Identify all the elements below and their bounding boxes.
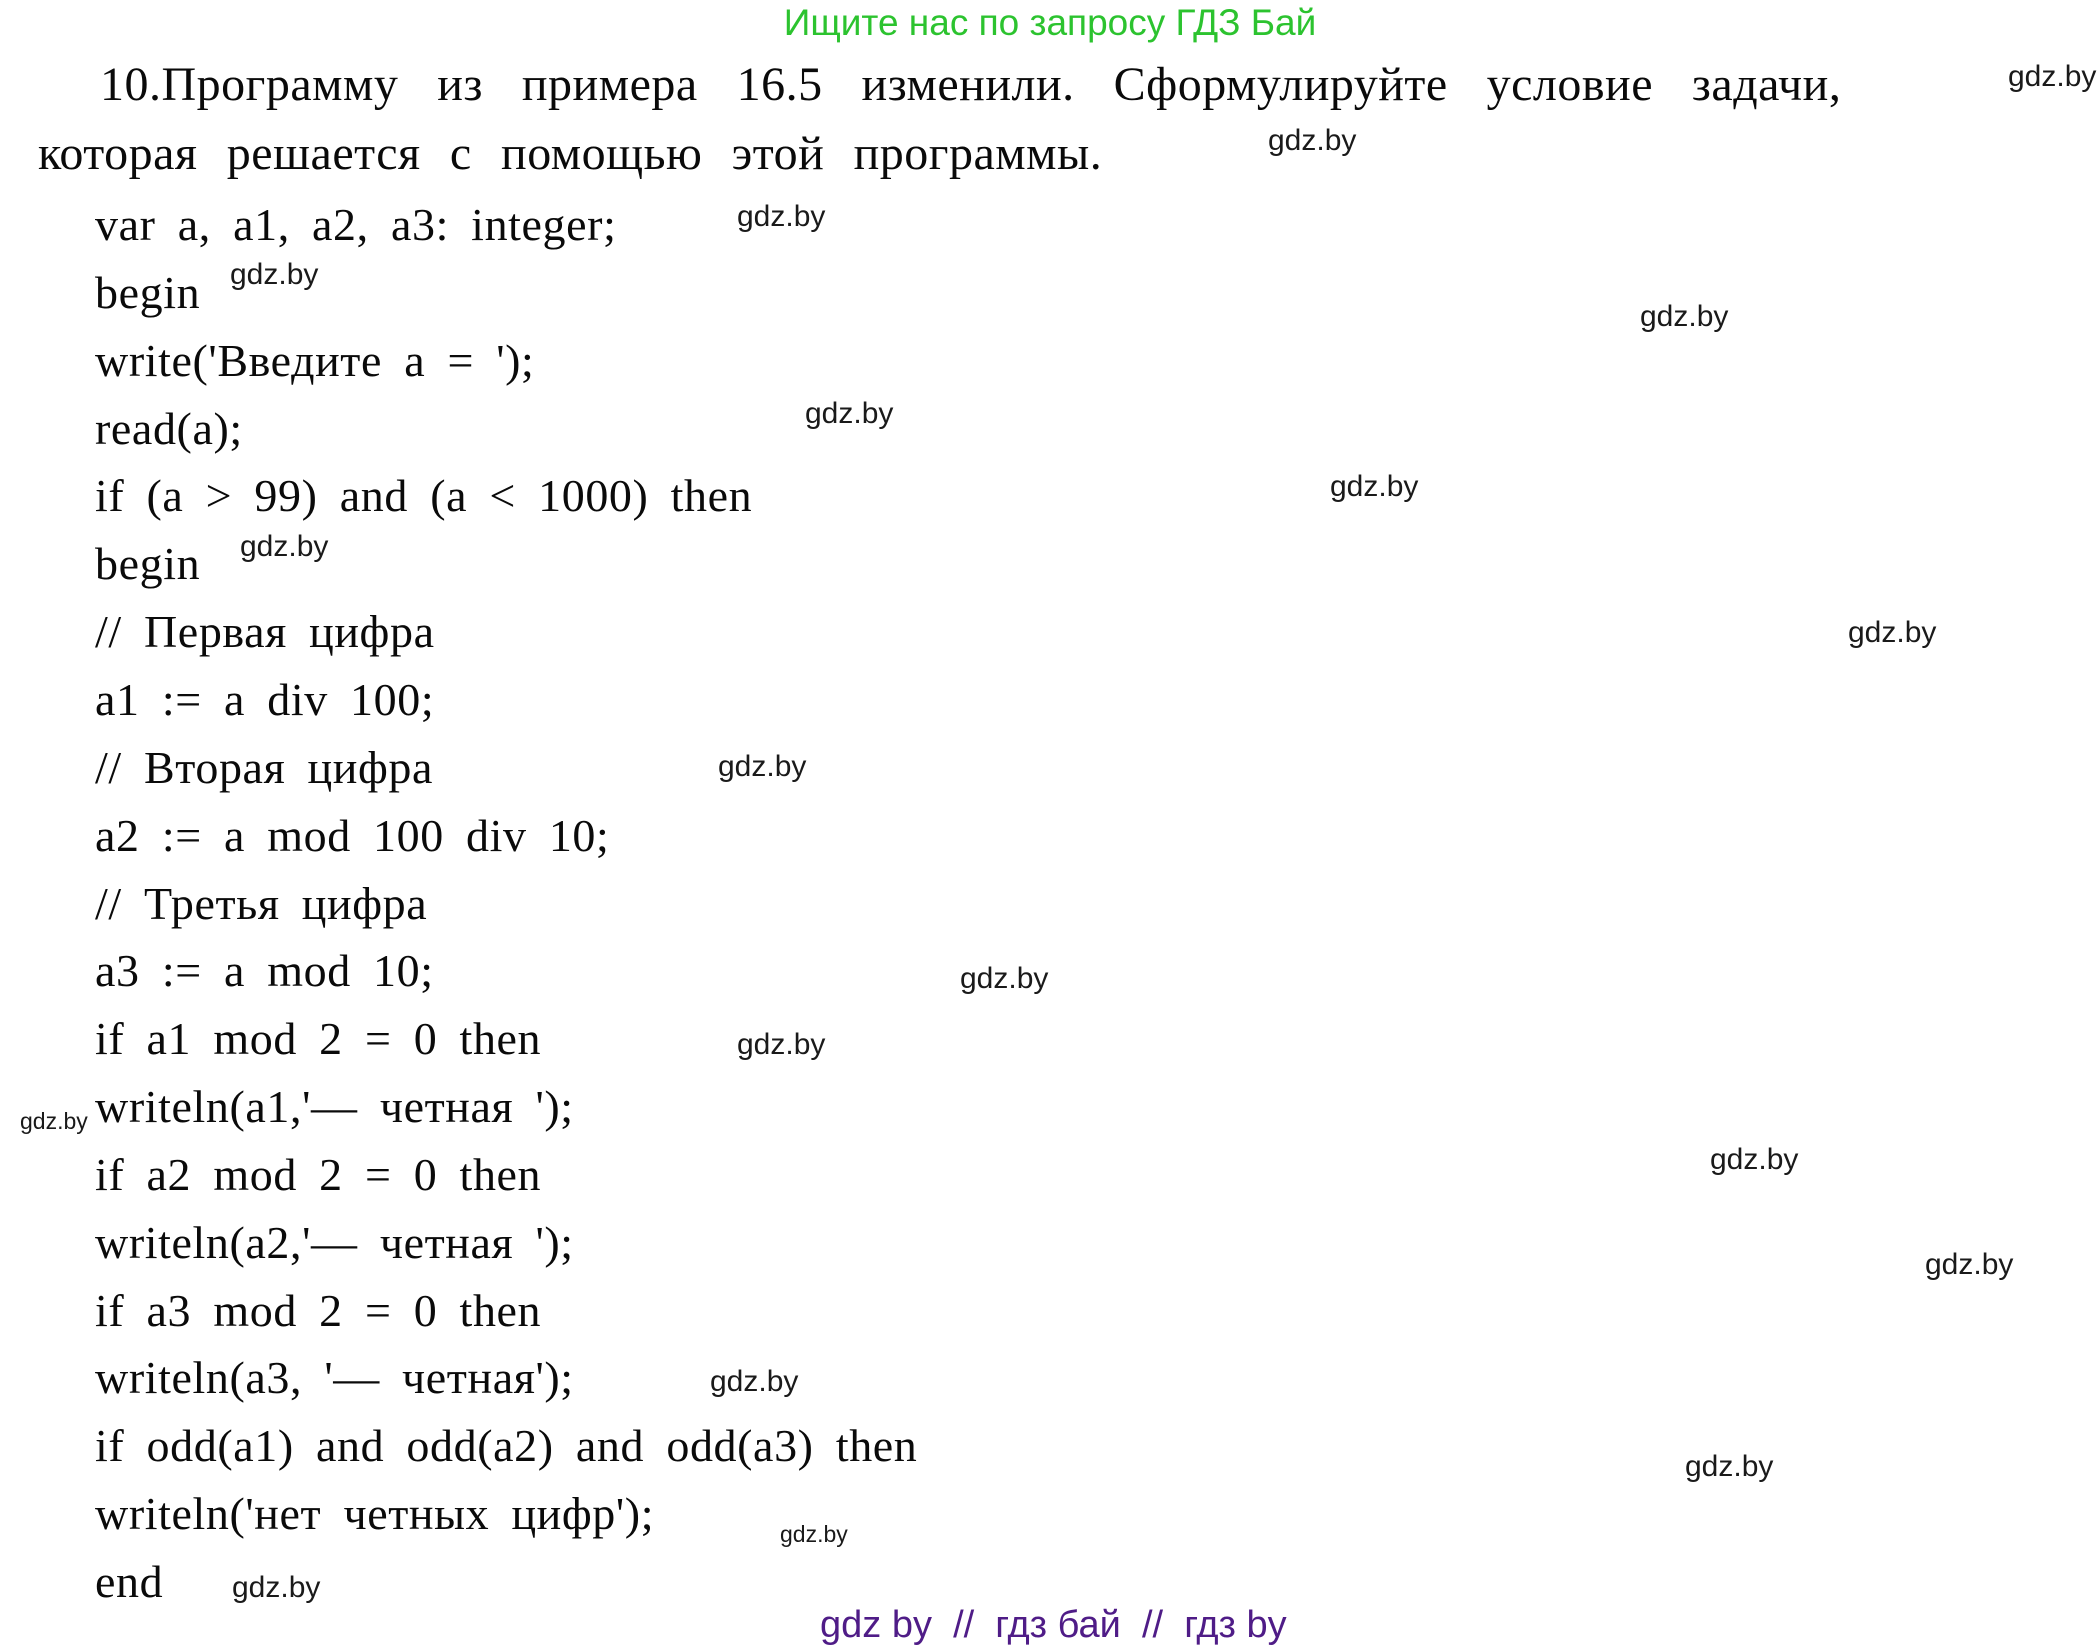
gdz-watermark: gdz.by	[1848, 616, 1937, 649]
code-comment-third-digit: // Третья цифра	[95, 878, 428, 929]
gdz-watermark: gdz.by	[710, 1365, 799, 1398]
gdz-watermark: gdz.by	[718, 750, 807, 783]
code-line-if-all-odd: if odd(a1) and odd(a2) and odd(a3) then	[95, 1420, 918, 1471]
code-line-var: var a, a1, a2, a3: integer;	[95, 199, 617, 250]
gdz-watermark: gdz.by	[960, 962, 1049, 995]
gdz-watermark: gdz.by	[1710, 1143, 1799, 1176]
code-line-a1-assign: a1 := a div 100;	[95, 674, 435, 725]
code-line-begin-2: begin	[95, 538, 201, 589]
code-line-begin-1: begin	[95, 267, 201, 318]
gdz-watermark: gdz.by	[737, 200, 826, 233]
gdz-watermark: gdz.by	[240, 530, 329, 563]
code-line-end: end	[95, 1556, 164, 1607]
gdz-watermark: gdz.by	[232, 1571, 321, 1604]
gdz-watermark: gdz.by	[737, 1028, 826, 1061]
code-line-read: read(a);	[95, 403, 243, 454]
gdz-watermark: gdz.by	[2008, 60, 2097, 93]
code-line-if-a2-even: if a2 mod 2 = 0 then	[95, 1149, 542, 1200]
problem-statement-line-1: 10.Программу из примера 16.5 изменили. Сформулируйте условие задачи,	[100, 58, 1842, 111]
gdz-watermark: gdz.by	[1640, 300, 1729, 333]
gdz-watermark: gdz.by	[780, 1521, 848, 1547]
promo-banner: Ищите нас по запросу ГДЗ Бай	[783, 2, 1317, 43]
code-line-writeln-no-even: writeln('нет четных цифр');	[95, 1488, 655, 1539]
code-line-writeln-a2: writeln(a2,'— четная ');	[95, 1217, 574, 1268]
problem-statement-line-2: которая решается с помощью этой программы.	[38, 127, 1103, 180]
gdz-watermark: gdz.by	[230, 258, 319, 291]
code-line-writeln-a3: writeln(a3, '— четная');	[95, 1352, 574, 1403]
code-line-a2-assign: a2 := a mod 100 div 10;	[95, 810, 610, 861]
footer-watermark: gdz by // гдз бай // гдз by	[820, 1604, 1287, 1646]
code-line-a3-assign: a3 := a mod 10;	[95, 945, 434, 996]
code-line-if-range: if (a > 99) and (a < 1000) then	[95, 470, 753, 521]
gdz-watermark: gdz.by	[1685, 1450, 1774, 1483]
gdz-watermark: gdz.by	[20, 1108, 88, 1134]
code-line-if-a1-even: if a1 mod 2 = 0 then	[95, 1013, 542, 1064]
code-line-write-prompt: write('Введите a = ');	[95, 335, 535, 386]
code-comment-second-digit: // Вторая цифра	[95, 742, 434, 793]
code-comment-first-digit: // Первая цифра	[95, 606, 435, 657]
gdz-watermark: gdz.by	[1268, 124, 1357, 157]
gdz-watermark: gdz.by	[1330, 470, 1419, 503]
code-line-writeln-a1: writeln(a1,'— четная ');	[95, 1081, 574, 1132]
gdz-watermark: gdz.by	[1925, 1248, 2014, 1281]
code-line-if-a3-even: if a3 mod 2 = 0 then	[95, 1285, 542, 1336]
gdz-watermark: gdz.by	[805, 397, 894, 430]
